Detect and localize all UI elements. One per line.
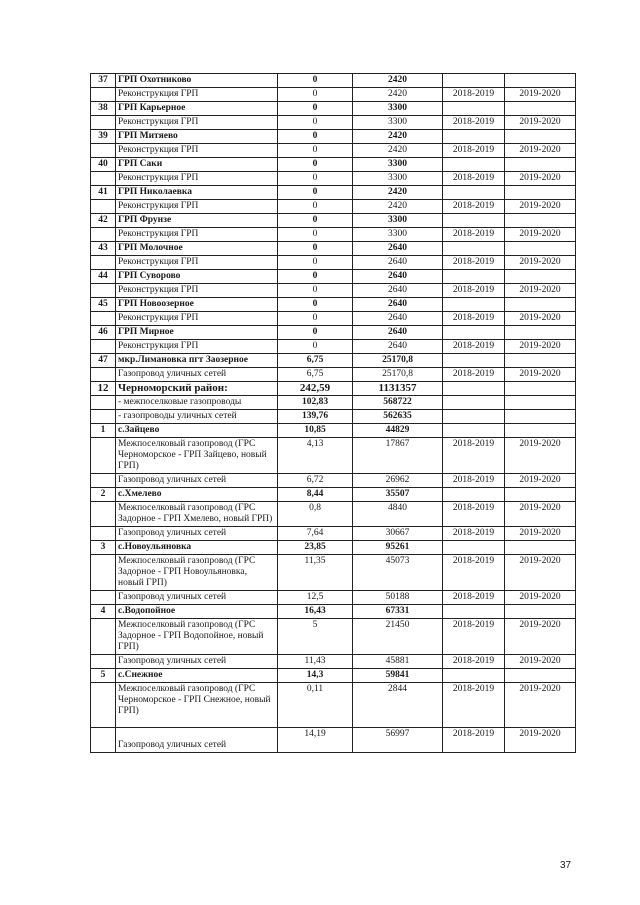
cell-len: 0 [278, 326, 353, 340]
cell-cost: 2640 [353, 298, 443, 312]
table-row [91, 74, 576, 88]
cell-name: - газопроводы уличных сетей [116, 410, 278, 424]
cell-cost: 2640 [353, 270, 443, 284]
cell-cost: 26962 [353, 474, 443, 488]
cell-num [91, 683, 116, 728]
table-row [91, 340, 576, 354]
cell-cost: 2420 [353, 74, 443, 88]
cell-len: 10,85 [278, 424, 353, 438]
cell-num [91, 368, 116, 382]
table-row [91, 228, 576, 242]
cell-num [91, 655, 116, 669]
cell-len: 0 [278, 116, 353, 130]
cell-name: с.Снежное [116, 669, 278, 683]
table-row [91, 591, 576, 605]
cell-y1 [443, 326, 505, 340]
cell-cost: 67331 [353, 605, 443, 619]
cell-y1: 2018-2019 [443, 438, 505, 474]
table-row [91, 88, 576, 102]
cell-name: Газопровод уличных сетей [116, 474, 278, 488]
table-row [91, 502, 576, 527]
cell-name: Газопровод уличных сетей [116, 655, 278, 669]
cell-name: Реконструкция ГРП [116, 340, 278, 354]
table-row [91, 214, 576, 228]
cell-cost: 30667 [353, 527, 443, 541]
table-row [91, 424, 576, 438]
cell-len: 6,75 [278, 368, 353, 382]
page-number: 37 [560, 860, 572, 871]
cell-len: 0 [278, 312, 353, 326]
cell-y1 [443, 74, 505, 88]
table-row [91, 256, 576, 270]
cell-y1: 2018-2019 [443, 340, 505, 354]
cell-name: Газопровод уличных сетей [116, 527, 278, 541]
cell-num [91, 312, 116, 326]
cell-cost: 2420 [353, 186, 443, 200]
cell-num [91, 527, 116, 541]
cell-y2: 2019-2020 [505, 368, 576, 382]
cell-name: ГРП Охотниково [116, 74, 278, 88]
table-row [91, 144, 576, 158]
cell-name: с.Водопойное [116, 605, 278, 619]
cell-y1: 2018-2019 [443, 728, 505, 753]
gas-network-table [90, 73, 576, 753]
cell-len: 16,43 [278, 605, 353, 619]
cell-name: ГРП Фрунзе [116, 214, 278, 228]
cell-num: 41 [91, 186, 116, 200]
cell-y1: 2018-2019 [443, 619, 505, 655]
cell-num: 47 [91, 354, 116, 368]
cell-y1 [443, 242, 505, 256]
cell-num: 44 [91, 270, 116, 284]
cell-name: Реконструкция ГРП [116, 312, 278, 326]
cell-len: 6,75 [278, 354, 353, 368]
cell-y1: 2018-2019 [443, 256, 505, 270]
cell-y1 [443, 396, 505, 410]
cell-name: ГРП Карьерное [116, 102, 278, 116]
cell-name: Газопровод уличных сетей [116, 591, 278, 605]
cell-y2: 2019-2020 [505, 474, 576, 488]
cell-name: Межпоселковый газопровод (ГРС Задорное - ГРП Новоульяновка, новый ГРП) [116, 555, 278, 591]
cell-len: 0 [278, 158, 353, 172]
table-row [91, 298, 576, 312]
cell-y2: 2019-2020 [505, 200, 576, 214]
cell-y2 [505, 326, 576, 340]
cell-len: 0 [278, 298, 353, 312]
cell-y2 [505, 354, 576, 368]
cell-len: 0 [278, 130, 353, 144]
cell-cost: 3300 [353, 228, 443, 242]
cell-y1 [443, 424, 505, 438]
table-row [91, 669, 576, 683]
cell-num [91, 410, 116, 424]
cell-num: 42 [91, 214, 116, 228]
cell-len: 0 [278, 144, 353, 158]
cell-cost: 3300 [353, 172, 443, 186]
cell-y1: 2018-2019 [443, 88, 505, 102]
cell-y2 [505, 158, 576, 172]
table-body [91, 74, 576, 753]
cell-num: 5 [91, 669, 116, 683]
cell-cost: 56997 [353, 728, 443, 753]
cell-cost: 2420 [353, 200, 443, 214]
cell-y2: 2019-2020 [505, 144, 576, 158]
cell-cost: 25170,8 [353, 354, 443, 368]
cell-cost: 562635 [353, 410, 443, 424]
table-row [91, 242, 576, 256]
cell-len: 0 [278, 88, 353, 102]
cell-num [91, 340, 116, 354]
cell-y2: 2019-2020 [505, 619, 576, 655]
cell-num: 39 [91, 130, 116, 144]
cell-len: 0 [278, 270, 353, 284]
cell-len: 242,59 [278, 382, 353, 396]
cell-name: Реконструкция ГРП [116, 228, 278, 242]
table-row [91, 619, 576, 655]
cell-name: ГРП Молочное [116, 242, 278, 256]
cell-y1: 2018-2019 [443, 527, 505, 541]
cell-y2 [505, 424, 576, 438]
cell-y2 [505, 74, 576, 88]
cell-name: с.Зайцево [116, 424, 278, 438]
cell-num [91, 284, 116, 298]
cell-len: 0 [278, 284, 353, 298]
cell-num [91, 591, 116, 605]
cell-name: с.Новоульяновка [116, 541, 278, 555]
cell-y2 [505, 541, 576, 555]
cell-len: 4,13 [278, 438, 353, 474]
cell-name: Реконструкция ГРП [116, 256, 278, 270]
cell-y2 [505, 605, 576, 619]
cell-y2 [505, 396, 576, 410]
cell-y2 [505, 488, 576, 502]
cell-len: 0 [278, 242, 353, 256]
cell-num [91, 88, 116, 102]
cell-len: 11,35 [278, 555, 353, 591]
cell-cost: 2640 [353, 284, 443, 298]
cell-num [91, 116, 116, 130]
cell-num [91, 200, 116, 214]
table-row [91, 326, 576, 340]
table-row [91, 655, 576, 669]
cell-cost: 3300 [353, 116, 443, 130]
cell-name: с.Хмелево [116, 488, 278, 502]
cell-num: 43 [91, 242, 116, 256]
cell-num: 12 [91, 382, 116, 396]
cell-name: ГРП Новоозерное [116, 298, 278, 312]
cell-y2: 2019-2020 [505, 555, 576, 591]
cell-y1: 2018-2019 [443, 683, 505, 728]
cell-y1: 2018-2019 [443, 228, 505, 242]
cell-y1: 2018-2019 [443, 474, 505, 488]
cell-num: 45 [91, 298, 116, 312]
cell-y2: 2019-2020 [505, 527, 576, 541]
cell-cost: 2420 [353, 130, 443, 144]
table-row [91, 368, 576, 382]
cell-num: 1 [91, 424, 116, 438]
table-row [91, 130, 576, 144]
cell-name: ГРП Суворово [116, 270, 278, 284]
cell-cost: 21450 [353, 619, 443, 655]
cell-y2 [505, 382, 576, 396]
cell-y2 [505, 102, 576, 116]
cell-y2: 2019-2020 [505, 655, 576, 669]
cell-y2 [505, 214, 576, 228]
cell-y2 [505, 186, 576, 200]
cell-len: 5 [278, 619, 353, 655]
table-row [91, 683, 576, 728]
cell-cost: 2420 [353, 144, 443, 158]
cell-y2: 2019-2020 [505, 284, 576, 298]
cell-y1: 2018-2019 [443, 284, 505, 298]
cell-num: 46 [91, 326, 116, 340]
cell-name: Реконструкция ГРП [116, 88, 278, 102]
table-row [91, 284, 576, 298]
cell-len: 6,72 [278, 474, 353, 488]
cell-num [91, 555, 116, 591]
cell-len: 14,3 [278, 669, 353, 683]
cell-cost: 50188 [353, 591, 443, 605]
cell-len: 0 [278, 214, 353, 228]
cell-len: 0 [278, 200, 353, 214]
table-row [91, 555, 576, 591]
cell-num [91, 474, 116, 488]
cell-y1 [443, 382, 505, 396]
table-row [91, 438, 576, 474]
cell-len: 0 [278, 172, 353, 186]
cell-y2: 2019-2020 [505, 312, 576, 326]
table-row [91, 354, 576, 368]
cell-y2 [505, 130, 576, 144]
cell-name: Реконструкция ГРП [116, 144, 278, 158]
table-row [91, 396, 576, 410]
cell-cost: 3300 [353, 214, 443, 228]
table-row [91, 605, 576, 619]
cell-y1 [443, 214, 505, 228]
cell-name: Газопровод уличных сетей [116, 728, 278, 753]
cell-len: 0 [278, 74, 353, 88]
cell-num [91, 144, 116, 158]
cell-y2: 2019-2020 [505, 116, 576, 130]
table-row [91, 186, 576, 200]
cell-y2: 2019-2020 [505, 438, 576, 474]
cell-len: 11,43 [278, 655, 353, 669]
cell-y2: 2019-2020 [505, 340, 576, 354]
cell-name: Реконструкция ГРП [116, 200, 278, 214]
cell-cost: 45881 [353, 655, 443, 669]
cell-y1: 2018-2019 [443, 312, 505, 326]
cell-cost: 4840 [353, 502, 443, 527]
cell-cost: 35507 [353, 488, 443, 502]
table-row [91, 312, 576, 326]
cell-y2: 2019-2020 [505, 728, 576, 753]
cell-y2: 2019-2020 [505, 683, 576, 728]
cell-y1 [443, 541, 505, 555]
cell-num [91, 256, 116, 270]
cell-name: Межпоселковый газопровод (ГРС Черноморское - ГРП Зайцево, новый ГРП) [116, 438, 278, 474]
cell-len: 0 [278, 256, 353, 270]
table-row [91, 474, 576, 488]
cell-y2: 2019-2020 [505, 502, 576, 527]
table-row [91, 270, 576, 284]
cell-cost: 2640 [353, 256, 443, 270]
cell-cost: 25170,8 [353, 368, 443, 382]
table-row [91, 116, 576, 130]
cell-y2: 2019-2020 [505, 256, 576, 270]
cell-cost: 44829 [353, 424, 443, 438]
cell-y2 [505, 298, 576, 312]
cell-len: 102,83 [278, 396, 353, 410]
cell-y1: 2018-2019 [443, 368, 505, 382]
cell-y2 [505, 669, 576, 683]
cell-len: 0 [278, 186, 353, 200]
cell-name: мкр.Лимановка пгт Заозерное [116, 354, 278, 368]
cell-len: 7,64 [278, 527, 353, 541]
cell-y1: 2018-2019 [443, 591, 505, 605]
table-row [91, 488, 576, 502]
cell-name: Реконструкция ГРП [116, 116, 278, 130]
cell-y1: 2018-2019 [443, 200, 505, 214]
cell-name: Реконструкция ГРП [116, 172, 278, 186]
cell-y1 [443, 605, 505, 619]
cell-cost: 59841 [353, 669, 443, 683]
cell-name: ГРП Саки [116, 158, 278, 172]
cell-y2: 2019-2020 [505, 172, 576, 186]
cell-name: Реконструкция ГРП [116, 284, 278, 298]
cell-len: 0,8 [278, 502, 353, 527]
cell-num [91, 728, 116, 753]
cell-cost: 45073 [353, 555, 443, 591]
cell-num [91, 396, 116, 410]
cell-y1: 2018-2019 [443, 555, 505, 591]
cell-name: ГРП Николаевка [116, 186, 278, 200]
cell-name: Черноморский район: [116, 382, 278, 396]
cell-name: Межпоселковый газопровод (ГРС Черноморское - ГРП Снежное, новый ГРП) [116, 683, 278, 728]
table-row [91, 728, 576, 753]
cell-num [91, 228, 116, 242]
cell-num [91, 172, 116, 186]
table-row [91, 541, 576, 555]
cell-y1 [443, 298, 505, 312]
cell-cost: 2640 [353, 326, 443, 340]
cell-y2: 2019-2020 [505, 88, 576, 102]
table-row [91, 200, 576, 214]
cell-name: - межпоселковые газопроводы [116, 396, 278, 410]
cell-y1 [443, 186, 505, 200]
cell-cost: 2640 [353, 312, 443, 326]
cell-cost: 95261 [353, 541, 443, 555]
cell-y1: 2018-2019 [443, 655, 505, 669]
cell-num [91, 619, 116, 655]
cell-y1 [443, 270, 505, 284]
table-row [91, 158, 576, 172]
table-row [91, 410, 576, 424]
cell-num: 3 [91, 541, 116, 555]
cell-y1 [443, 130, 505, 144]
cell-len: 12,5 [278, 591, 353, 605]
cell-name: Газопровод уличных сетей [116, 368, 278, 382]
cell-y1: 2018-2019 [443, 116, 505, 130]
cell-y2 [505, 410, 576, 424]
cell-y2 [505, 270, 576, 284]
cell-num: 37 [91, 74, 116, 88]
cell-len: 139,76 [278, 410, 353, 424]
cell-y1 [443, 158, 505, 172]
cell-name: Межпоселковый газопровод (ГРС Задорное - ГРП Хмелево, новый ГРП) [116, 502, 278, 527]
cell-cost: 3300 [353, 158, 443, 172]
cell-num: 38 [91, 102, 116, 116]
cell-y1 [443, 488, 505, 502]
cell-cost: 1131357 [353, 382, 443, 396]
cell-cost: 3300 [353, 102, 443, 116]
cell-cost: 17867 [353, 438, 443, 474]
table-row [91, 172, 576, 186]
cell-cost: 2420 [353, 88, 443, 102]
cell-cost: 2844 [353, 683, 443, 728]
table-row [91, 102, 576, 116]
cell-name: ГРП Мирное [116, 326, 278, 340]
cell-y1 [443, 354, 505, 368]
cell-name: ГРП Митяево [116, 130, 278, 144]
cell-y2: 2019-2020 [505, 591, 576, 605]
cell-name: Межпоселковый газопровод (ГРС Задорное - ГРП Водопойное, новый ГРП) [116, 619, 278, 655]
cell-len: 0 [278, 228, 353, 242]
cell-num [91, 438, 116, 474]
cell-y1 [443, 669, 505, 683]
cell-y1: 2018-2019 [443, 144, 505, 158]
cell-y2 [505, 242, 576, 256]
cell-num [91, 502, 116, 527]
cell-len: 14,19 [278, 728, 353, 753]
cell-y1 [443, 102, 505, 116]
cell-cost: 2640 [353, 340, 443, 354]
cell-cost: 2640 [353, 242, 443, 256]
cell-cost: 568722 [353, 396, 443, 410]
cell-len: 8,44 [278, 488, 353, 502]
cell-y2: 2019-2020 [505, 228, 576, 242]
table-row [91, 527, 576, 541]
cell-num: 2 [91, 488, 116, 502]
cell-y1: 2018-2019 [443, 172, 505, 186]
cell-len: 23,85 [278, 541, 353, 555]
cell-len: 0,11 [278, 683, 353, 728]
cell-len: 0 [278, 102, 353, 116]
cell-y1 [443, 410, 505, 424]
table-row [91, 382, 576, 396]
cell-len: 0 [278, 340, 353, 354]
cell-num: 4 [91, 605, 116, 619]
cell-num: 40 [91, 158, 116, 172]
cell-y1: 2018-2019 [443, 502, 505, 527]
